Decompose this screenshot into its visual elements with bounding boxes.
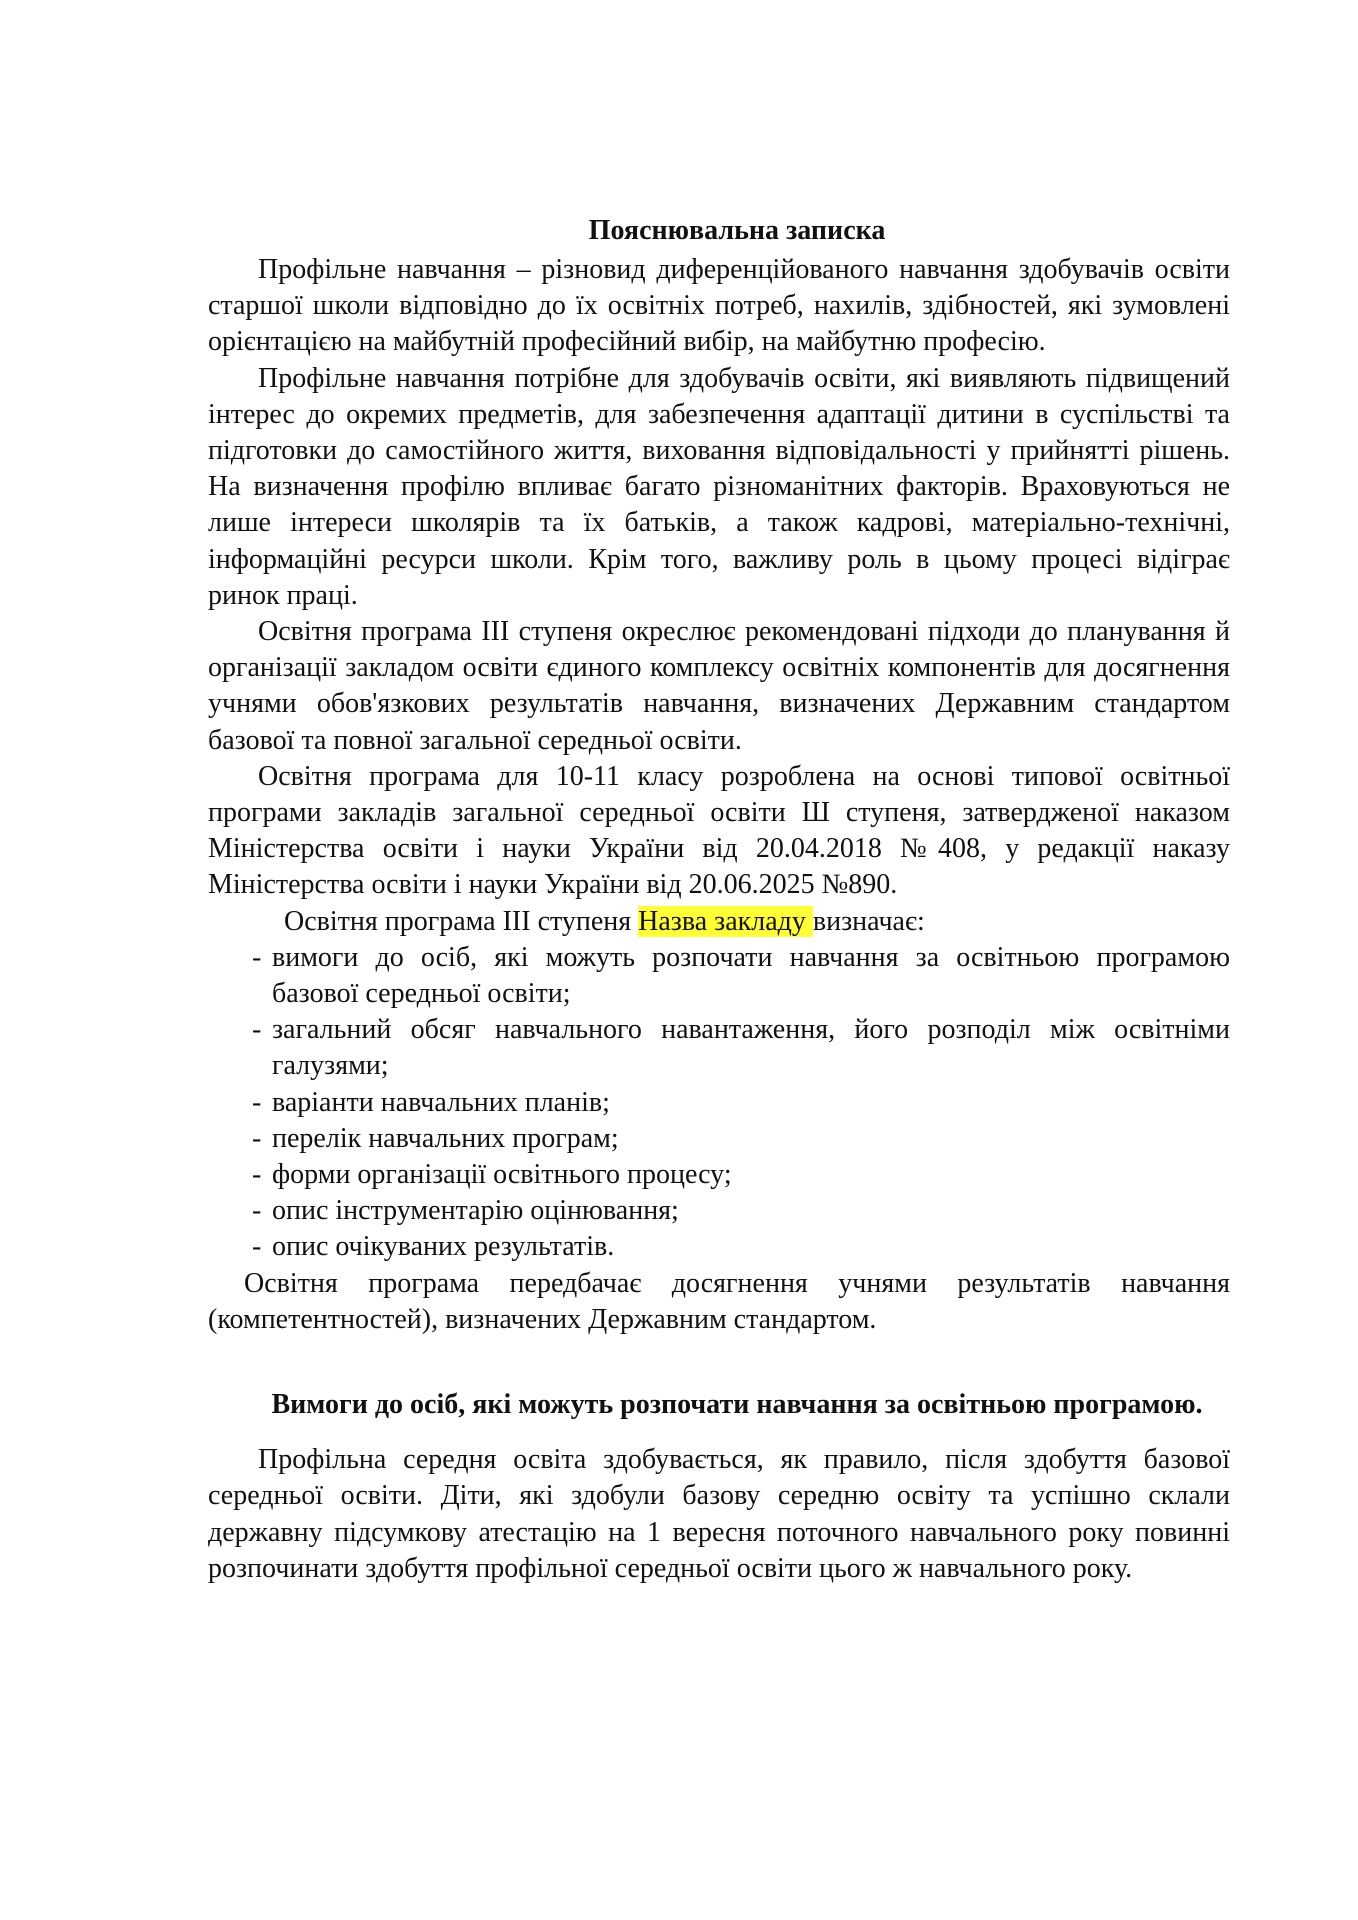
list-item xyxy=(252,1193,1230,1229)
list-dash: - xyxy=(252,1086,262,1118)
list-item-text: загальний обсяг навчального навантаження, його розподіл між освітніми галузями; xyxy=(272,1014,1230,1082)
list-dash: - xyxy=(252,1014,262,1046)
list-item xyxy=(252,940,1230,1012)
list-dash: - xyxy=(252,1231,262,1263)
program-contents-list xyxy=(208,940,1230,1266)
list-item xyxy=(252,1157,1230,1193)
list-item-text: форми організації освітнього процесу; xyxy=(272,1159,732,1191)
list-item-text: варіанти навчальних планів; xyxy=(272,1086,610,1118)
list-item-text: опис інструментарію оцінювання; xyxy=(272,1195,679,1227)
list-item xyxy=(252,1012,1230,1084)
list-dash: - xyxy=(252,1122,262,1154)
institution-name-placeholder: Назва закладу xyxy=(638,905,813,937)
list-item-text: опис очікуваних результатів. xyxy=(272,1231,615,1263)
list-item xyxy=(252,1229,1230,1265)
section-title-admission-requirements: Вимоги до осіб, які можуть розпочати навчання за освітньою програмою. xyxy=(271,1389,1203,1421)
document-page xyxy=(208,212,1230,1587)
list-item-text: перелік навчальних програм; xyxy=(272,1122,619,1154)
paragraph-admission-requirements: Профільна середня освіта здобувається, як правило, після здобуття базової середньої освіти. Діти, які здобули базову середню освіту та успішно склали державну підсумкову атестацію на 1 вересня поточного навчального року повинні розпочинати здобуття профільної середньої освіти цього ж навчального року. xyxy=(208,1444,1230,1584)
paragraph-profile-need: Профільне навчання потрібне для здобувачів освіти, які виявляють підвищений інтерес до окремих предметів, для забезпечення адаптації дитини в суспільстві та підготовки до самостійного життя, виховання відповідальності у прийнятті рішень. На визначення профілю впливає багато різноманітних факторів. Враховуються не лише інтереси школярів та їх батьків, а також кадрові, матеріально-технічні, інформаційні ресурси школи. Крім того, важливу роль в цьому процесі відіграє ринок праці. xyxy=(208,362,1230,611)
list-intro xyxy=(208,904,1230,940)
list-dash: - xyxy=(252,941,262,973)
list-item xyxy=(252,1121,1230,1157)
paragraph-program-outline: Освітня програма ІІІ ступеня окреслює рекомендовані підходи до планування й організації закладом освіти єдиного комплексу освітніх компонентів для досягнення учнями обов'язкових результатів навчання, визначених Державним стандартом базової та повної загальної середньої освіти. xyxy=(208,616,1230,756)
list-item-text: вимоги до осіб, які можуть розпочати навчання за освітньою програмою базової середньої освіти; xyxy=(272,941,1230,1010)
list-dash: - xyxy=(252,1195,262,1227)
paragraph-program-basis: Освітня програма для 10-11 класу розроблена на основі типової освітньої програми закладів загальної середньої освіти Ш ступеня, затвердженої наказом Міністерства освіти і науки України від 20.04.2018 №408, у редакції наказу Міністерства освіти і науки України від 20.06.2025 №890. xyxy=(208,760,1230,901)
paragraph-profile-definition: Профільне навчання – різновид диференційованого навчання здобувачів освіти старшої школи відповідно до їх освітніх потреб, нахилів, здібностей, які зумовлені орієнтацією на майбутній професійний вибір, на майбутню професію. xyxy=(208,254,1230,358)
list-intro-before: Освітня програма ІІІ ступеня xyxy=(284,905,639,937)
document-title: Пояснювальна записка xyxy=(588,215,886,246)
list-intro-after: визначає: xyxy=(812,905,925,937)
list-item xyxy=(252,1085,1230,1121)
paragraph-closing: Освітня програма передбачає досягнення учнями результатів навчання (компетентностей), визначених Державним стандартом. xyxy=(208,1267,1230,1335)
list-dash: - xyxy=(252,1159,262,1191)
